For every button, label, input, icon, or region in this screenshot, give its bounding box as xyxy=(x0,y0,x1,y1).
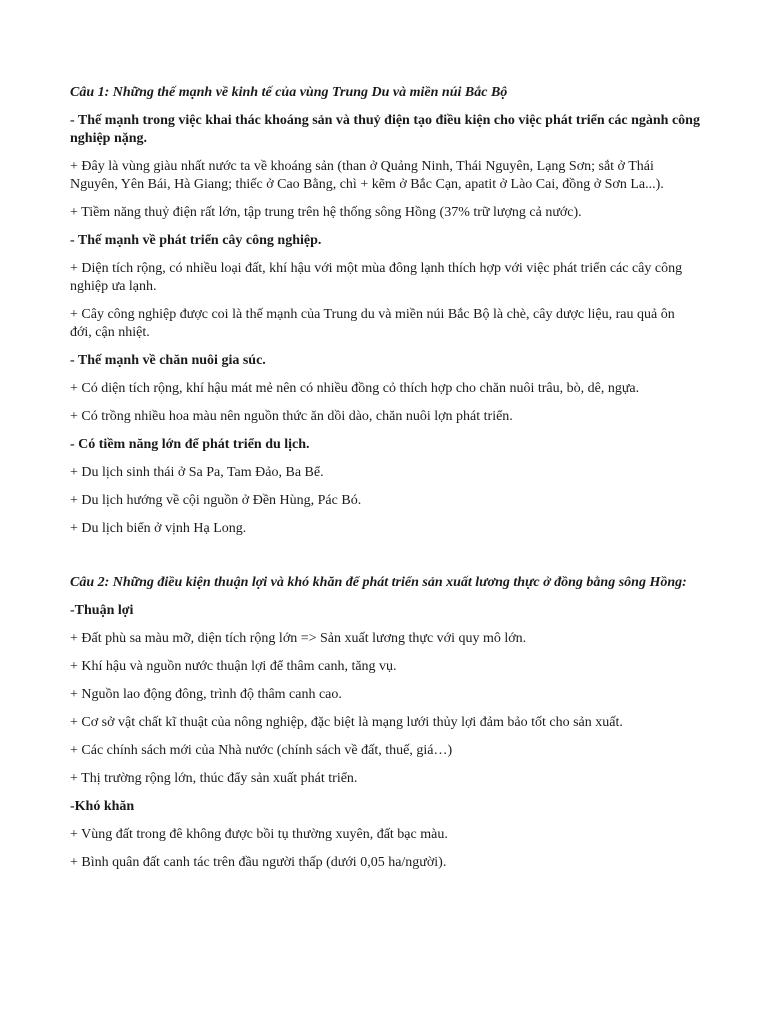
section-1-item: + Diện tích rộng, có nhiều loại đất, khí hậu với một mùa đông lạnh thích hợp với việc phát triển các cây công nghiệp ưa lạnh. xyxy=(70,261,683,294)
section-2 xyxy=(70,574,700,872)
section-1 xyxy=(70,84,700,538)
section-2-item: + Bình quân đất canh tác trên đầu người thấp (dưới 0,05 ha/người). xyxy=(70,855,447,870)
section-1-item: + Có diện tích rộng, khí hậu mát mẻ nên có nhiều đồng cỏ thích hợp cho chăn nuôi trâu, bò, dê, ngựa. xyxy=(70,381,640,396)
section-spacer xyxy=(70,548,700,574)
question-2-title: Câu 2: Những điều kiện thuận lợi và khó khăn để phát triển sản xuất lương thực ở đồng bằng sông Hồng: xyxy=(70,575,687,590)
section-1-item: + Cây công nghiệp được coi là thế mạnh của Trung du và miền núi Bắc Bộ là chè, cây dược liệu, rau quả ôn đới, cận nhiệt. xyxy=(70,307,675,340)
section-2-item: + Thị trường rộng lớn, thúc đẩy sản xuất phát triển. xyxy=(70,771,358,786)
section-1-heading-livestock: - Thế mạnh về chăn nuôi gia súc. xyxy=(70,353,266,368)
section-2-item: + Cơ sở vật chất kĩ thuật của nông nghiệp, đặc biệt là mạng lưới thủy lợi đảm bảo tốt cho sản xuất. xyxy=(70,715,623,730)
section-2-item: + Đất phù sa màu mỡ, diện tích rộng lớn => Sản xuất lương thực với quy mô lớn. xyxy=(70,631,527,646)
section-1-item: + Du lịch sinh thái ở Sa Pa, Tam Đảo, Ba Bể. xyxy=(70,465,324,480)
section-1-item: + Tiềm năng thuỷ điện rất lớn, tập trung trên hệ thống sông Hồng (37% trữ lượng cả nước). xyxy=(70,205,582,220)
section-2-item: + Khí hậu và nguồn nước thuận lợi để thâm canh, tăng vụ. xyxy=(70,659,397,674)
section-2-heading-difficulties: -Khó khăn xyxy=(70,799,135,814)
section-2-item: + Vùng đất trong đê không được bồi tụ thường xuyên, đất bạc màu. xyxy=(70,827,448,842)
section-1-item: + Đây là vùng giàu nhất nước ta về khoáng sản (than ở Quảng Ninh, Thái Nguyên, Lạng Sơn; sắt ở Thái Nguyên, Yên Bái, Hà Giang; thiếc ở Cao Bằng, chì + kẽm ở Bắc Cạn, apatit ở Lào Cai, đồng ở Sơn La...). xyxy=(70,159,664,192)
section-2-heading-advantages: -Thuận lợi xyxy=(70,603,134,618)
section-2-item: + Các chính sách mới của Nhà nước (chính sách về đất, thuế, giá…) xyxy=(70,743,453,758)
question-1-title: Câu 1: Những thế mạnh về kinh tế của vùng Trung Du và miền núi Bắc Bộ xyxy=(70,85,508,100)
section-1-item: + Du lịch biển ở vịnh Hạ Long. xyxy=(70,521,247,536)
section-1-heading-industrial-crops: - Thế mạnh về phát triển cây công nghiệp. xyxy=(70,233,322,248)
section-1-item: + Du lịch hướng về cội nguồn ở Đền Hùng, Pác Bó. xyxy=(70,493,362,508)
section-1-item: + Có trồng nhiều hoa màu nên nguồn thức ăn dồi dào, chăn nuôi lợn phát triển. xyxy=(70,409,513,424)
section-1-heading-minerals: - Thế mạnh trong việc khai thác khoáng sản và thuỷ điện tạo điều kiện cho việc phát triển các ngành công nghiệp nặng. xyxy=(70,113,700,146)
section-1-heading-tourism: - Có tiềm năng lớn để phát triển du lịch. xyxy=(70,437,310,452)
section-2-item: + Nguồn lao động đông, trình độ thâm canh cao. xyxy=(70,687,342,702)
